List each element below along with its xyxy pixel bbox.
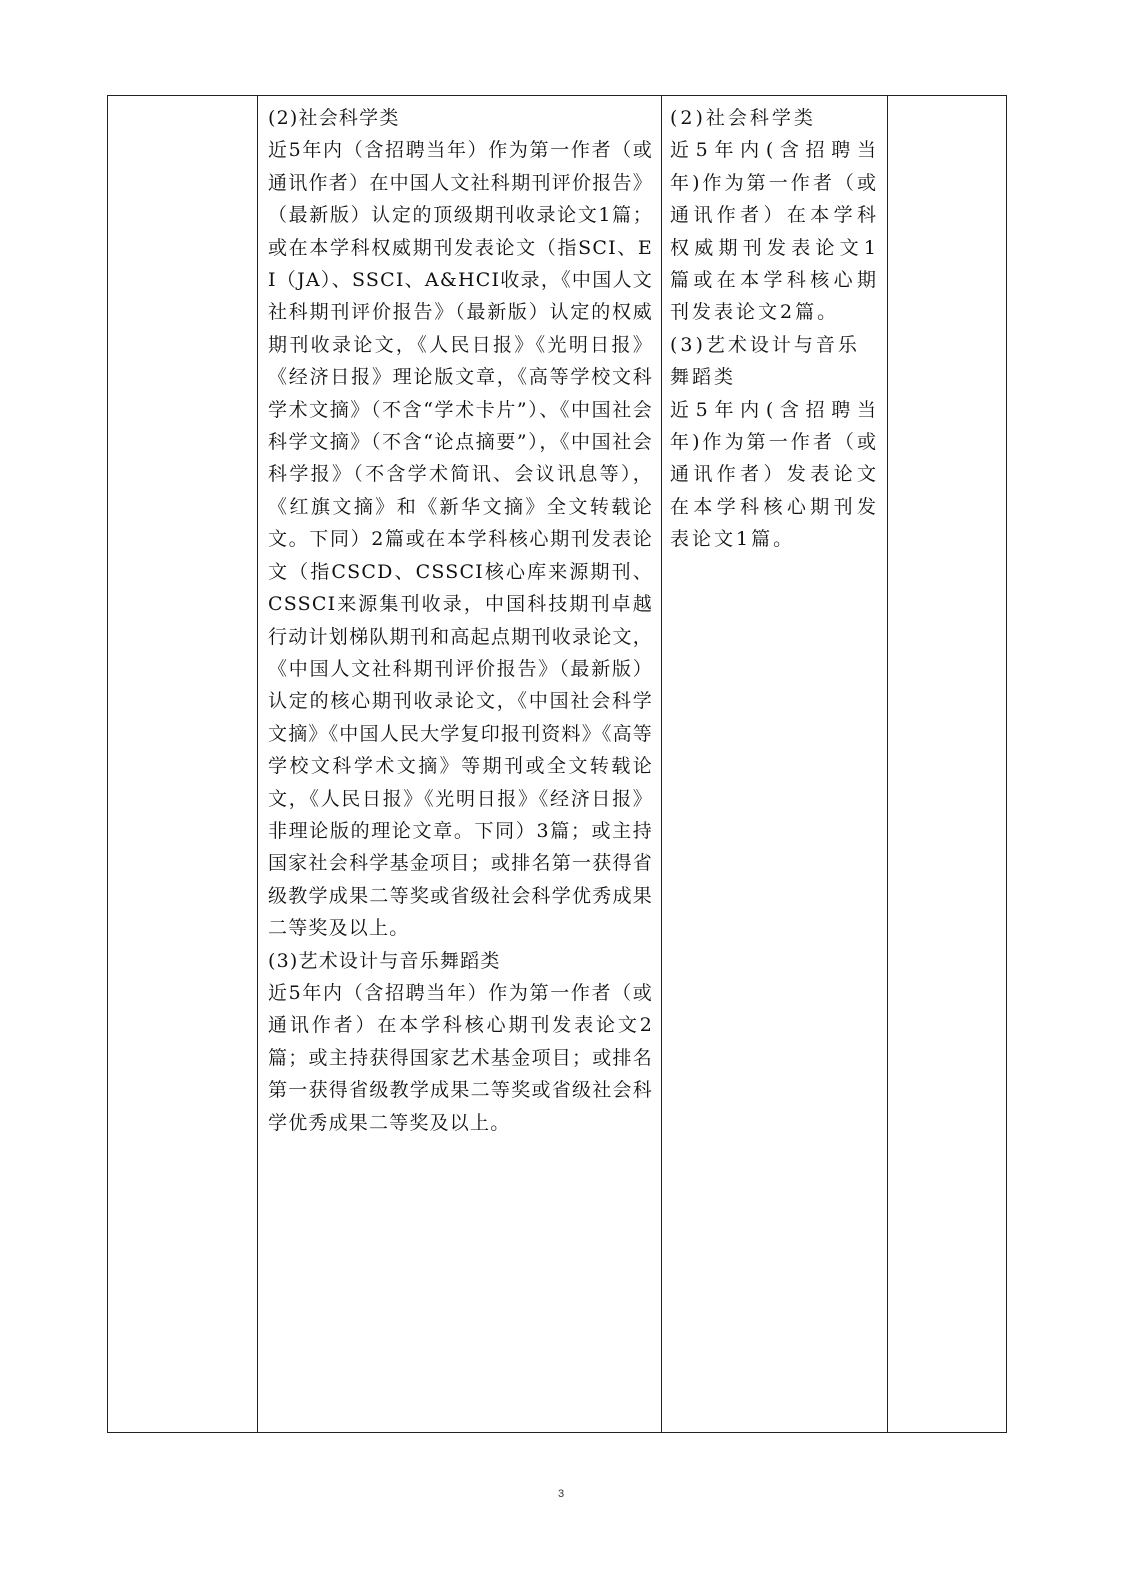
notes-cell	[888, 96, 1007, 1433]
section-text-art-design: 近5年内（含招聘当年）作为第一作者（或通讯作者）在本学科核心期刊发表论文2篇；或主持获得国家艺术基金项目；或排名第一获得省级教学成果二等奖或省级社会科学优秀成果二等奖及以上。	[268, 981, 653, 1134]
page-number: 3	[557, 1488, 565, 1500]
section-heading-social-science: (2)社会科学类	[670, 107, 816, 129]
requirements-text-secondary	[662, 96, 887, 556]
section-text-social-science: 近5年内(含招聘当年)作为第一作者（或通讯作者）在本学科权威期刊发表论文1篇或在本学科核心期刊发表论文2篇。	[670, 139, 879, 324]
requirements-cell-primary	[258, 96, 662, 1433]
section-text-art-design: 近5年内(含招聘当年)作为第一作者（或通讯作者）发表论文在本学科核心期刊发表论文1篇。	[670, 398, 879, 551]
requirements-cell-secondary	[662, 96, 888, 1433]
section-heading-art-design: (3)艺术设计与音乐舞蹈类	[670, 333, 860, 389]
requirements-table	[107, 95, 1007, 1433]
requirements-text-primary	[258, 96, 661, 1139]
section-text-social-science: 近5年内（含招聘当年）作为第一作者（或通讯作者）在中国人文社科期刊评价报告》（最新版）认定的顶级期刊收录论文1篇；或在本学科权威期刊发表论文（指SCI、EI（JA）、SSCI、A&HCI收录，《中国人文社科期刊评价报告》（最新版）认定的权威期刊收录论文，《人民日报》《光明日报》《经济日报》理论版文章，《高等学校文科学术文摘》（不含“学术卡片”）、《中国社会科学文摘》（不含“论点摘要”），《中国社会科学报》（不含学术简讯、会议讯息等），《红旗文摘》和《新华文摘》全文转载论文。下同）2篇或在本学科核心期刊发表论文（指CSCD、CSSCI核心库来源期刊、CSSCI来源集刊收录，中国科技期刊卓越行动计划梯队期刊和高起点期刊收录论文，《中国人文社科期刊评价报告》（最新版）认定的核心期刊收录论文，《中国社会科学文摘》《中国人民大学复印报刊资料》《高等学校文科学术文摘》等期刊或全文转载论文，《人民日报》《光明日报》《经济日报》非理论版的理论文章。下同）3篇；或主持国家社会科学基金项目；或排名第一获得省级教学成果二等奖或省级社会科学优秀成果二等奖及以上。	[268, 139, 654, 940]
table-row	[108, 96, 1007, 1433]
section-heading-art-design: (3)艺术设计与音乐舞蹈类	[268, 949, 501, 972]
category-cell	[108, 96, 258, 1433]
section-heading-social-science: (2)社会科学类	[268, 107, 400, 129]
